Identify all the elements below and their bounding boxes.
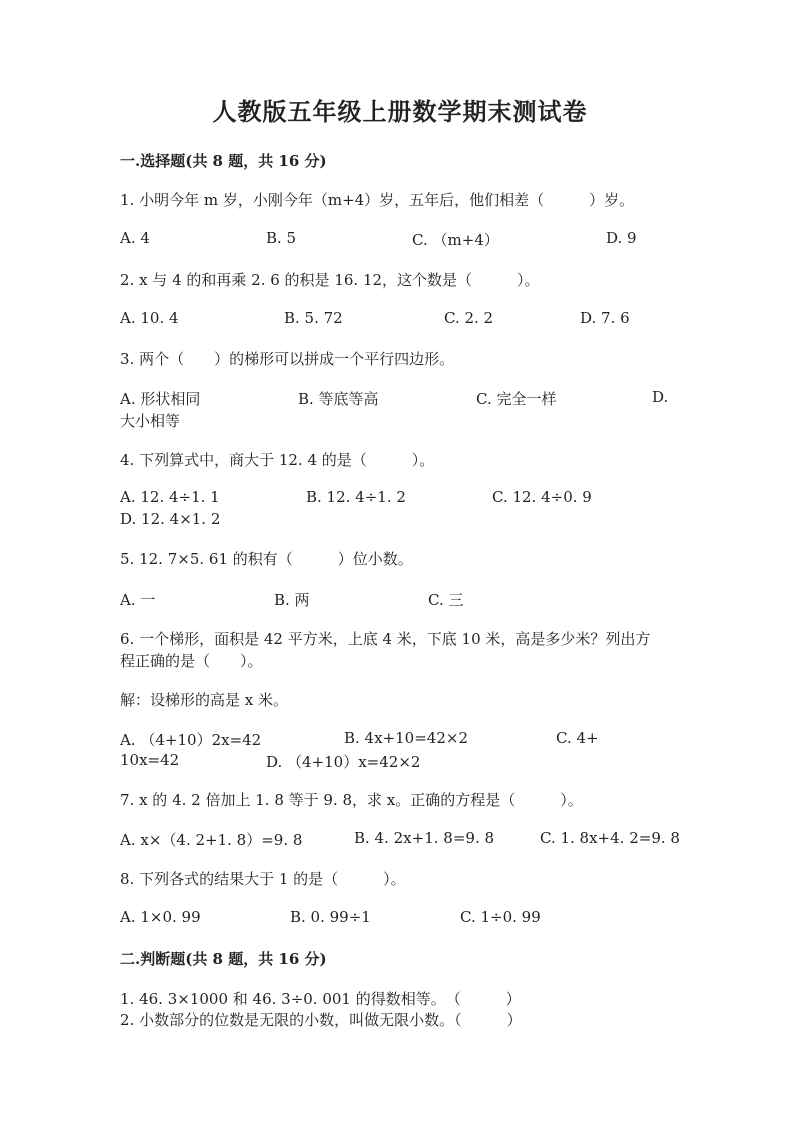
q6-option-a: A. （4+10）2x=42 (120, 731, 262, 749)
question-7: 7. x 的 4. 2 倍加上 1. 8 等于 9. 8，求 x。正确的方程是（ ）。 (120, 791, 583, 809)
q3-option-d-label: D. (652, 388, 669, 406)
q4-option-b: B. 12. 4÷1. 2 (306, 488, 406, 506)
q6-option-d: D. （4+10）x=42×2 (266, 753, 421, 771)
q7-option-c: C. 1. 8x+4. 2=9. 8 (540, 829, 680, 847)
q6-option-c-start: C. 4+ (556, 729, 599, 747)
q1-option-d: D. 9 (606, 229, 637, 247)
q4-option-c: C. 12. 4÷0. 9 (492, 488, 592, 506)
q2-option-b: B. 5. 72 (284, 309, 343, 327)
q1-option-a: A. 4 (120, 229, 150, 247)
q7-option-b: B. 4. 2x+1. 8=9. 8 (354, 829, 495, 847)
q1-option-b: B. 5 (266, 229, 297, 247)
q3-option-d-text: 大小相等 (120, 412, 181, 430)
page-title: 人教版五年级上册数学期末测试卷 (212, 97, 588, 126)
section-heading-judgment: 二.判断题(共 8 题，共 16 分) (120, 950, 327, 968)
question-8: 8. 下列各式的结果大于 1 的是（ ）。 (120, 870, 406, 888)
question-6-line-2: 程正确的是（ ）。 (120, 652, 263, 670)
q7-option-a: A. x×（4. 2+1. 8）=9. 8 (120, 831, 303, 849)
q3-option-a: A. 形状相同 (120, 390, 201, 408)
q8-option-a: A. 1×0. 99 (120, 908, 201, 926)
q3-option-b: B. 等底等高 (298, 390, 379, 408)
question-5: 5. 12. 7×5. 61 的积有（ ）位小数。 (120, 550, 413, 568)
question-1: 1. 小明今年 m 岁，小刚今年（m+4）岁，五年后，他们相差（ ）岁。 (120, 191, 635, 209)
q3-option-c: C. 完全一样 (476, 390, 557, 408)
q2-option-a: A. 10. 4 (120, 309, 179, 327)
judgment-2: 2. 小数部分的位数是无限的小数，叫做无限小数。（ ） (120, 1011, 522, 1029)
question-3: 3. 两个（ ）的梯形可以拼成一个平行四边形。 (120, 350, 455, 368)
question-2: 2. x 与 4 的和再乘 2. 6 的积是 16. 12，这个数是（ ）。 (120, 271, 540, 289)
q6-option-c-end: 10x=42 (120, 751, 180, 769)
q2-option-d: D. 7. 6 (580, 309, 630, 327)
q6-option-b: B. 4x+10=42×2 (344, 729, 468, 747)
judgment-1: 1. 46. 3×1000 和 46. 3÷0. 001 的得数相等。 （ ） (120, 990, 521, 1008)
q4-option-d: D. 12. 4×1. 2 (120, 510, 221, 528)
q8-option-c: C. 1÷0. 99 (460, 908, 541, 926)
q5-option-c: C. 三 (428, 591, 464, 609)
q2-option-c: C. 2. 2 (444, 309, 494, 327)
q4-option-a: A. 12. 4÷1. 1 (120, 488, 220, 506)
q5-option-a: A. 一 (120, 591, 156, 609)
question-6-line-1: 6. 一个梯形，面积是 42 平方米，上底 4 米，下底 10 米，高是多少米？列出方 (120, 630, 651, 648)
question-6-note: 解：设梯形的高是 x 米。 (120, 691, 288, 709)
section-heading-choice: 一.选择题(共 8 题，共 16 分) (120, 152, 327, 170)
question-4: 4. 下列算式中，商大于 12. 4 的是（ ）。 (120, 451, 435, 469)
q1-option-c: C. （m+4） (412, 231, 499, 249)
q8-option-b: B. 0. 99÷1 (290, 908, 371, 926)
q5-option-b: B. 两 (274, 591, 310, 609)
